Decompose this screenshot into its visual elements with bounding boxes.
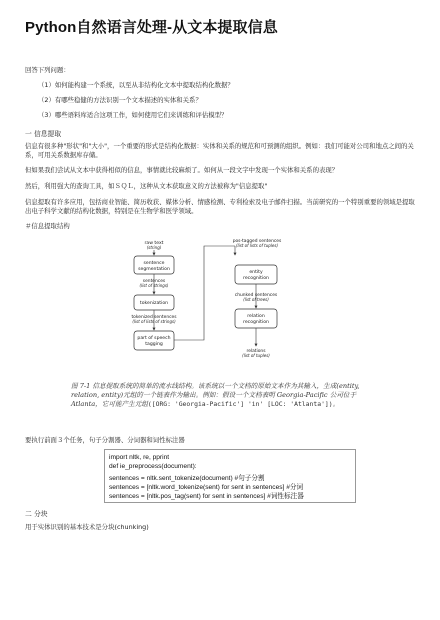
paragraph-1: 信息有很多种"形状"和"大小"，一个重要的形式是结构化数据：实体和关系的规范和可预测的组织。例如：我们可能对公司和地点之间的关系，可用关系数据库存储。 bbox=[25, 142, 414, 159]
figure-caption bbox=[71, 382, 371, 409]
caption-part-g: 。 bbox=[332, 400, 340, 408]
relation-recognition-label-1: relation bbox=[247, 314, 265, 319]
caption-part-e: ([ORG: 'Georgia-Pacific'] 'in' [LOC: 'Atla bbox=[147, 400, 310, 408]
tokenized-sentences-label: tokenized sentences bbox=[131, 315, 177, 320]
relations-type: (list of tuples) bbox=[242, 353, 270, 358]
segmentation-label-2: segmentation bbox=[138, 267, 170, 272]
raw-text-label: raw text bbox=[144, 241, 164, 246]
paragraph-5: 要执行前面３个任务，句子分割器、分词器和词性标注器 bbox=[25, 436, 185, 444]
paragraph-4: 信息提取有许多应用，包括商业智能、简历收获、媒体分析、情感检测、专利检索及电子邮件扫描。当前研究的一个特别重要的领域是提取出电子科学文献的结构化数据，特别是在生物学和医学领域。 bbox=[25, 198, 415, 215]
sentences-type: (list of strings) bbox=[139, 283, 169, 288]
entity-recognition-label-1: entity bbox=[249, 270, 263, 275]
question-2: （2）有哪些稳健的方法识别一个文本描述的实体和关系？ bbox=[38, 96, 202, 104]
caption-part-b: (entity, relation, entity) bbox=[71, 382, 360, 399]
question-1: （1）如何能构建一个系统，以至从非结构化文本中提取结构化数据？ bbox=[38, 81, 234, 89]
entity-recognition-label-2: recognition bbox=[243, 276, 269, 281]
caption-part-d: -Pacific 公司位于 Atlanta，它可能产生元组 bbox=[71, 391, 357, 408]
chunked-sentences-label: chunked sentences bbox=[234, 293, 278, 298]
relation-recognition-label-2: recognition bbox=[243, 320, 269, 325]
paragraph-3: 然后，利用强大的查询工具，如ＳＱＬ，这种从文本获取意义的方法被称为"信息提取" bbox=[25, 182, 268, 190]
raw-text-type: (string) bbox=[146, 245, 162, 250]
question-3: （3）哪些语料库适合这项工作，如何使用它们来训练和评估模型？ bbox=[38, 111, 228, 119]
pos-tagged-sentences-label: pos-tagged sentences bbox=[232, 239, 282, 244]
code-line-2: def ie_preprocess(document): bbox=[109, 463, 197, 470]
code-line-4: sentences = [nltk.word_tokenize(sent) for sent in sentences] #分词 bbox=[109, 484, 304, 491]
architecture-heading: ＃信息提取结构 bbox=[25, 222, 70, 230]
code-line-3: sentences = nltk.sent_tokenize(document) #句子分割 bbox=[109, 475, 265, 482]
chunked-sentences-type: (list of trees) bbox=[243, 297, 269, 302]
pos-tagging-label-2: tagging bbox=[145, 342, 163, 347]
intro-text: 回答下列问题： bbox=[25, 66, 70, 74]
caption-part-f: nta']) bbox=[309, 400, 333, 408]
code-line-5: sentences = [nltk.pos_tag(sent) for sent in sentences] #词性标注器 bbox=[109, 493, 304, 500]
code-line-1: import nltk, re, pprint bbox=[109, 454, 170, 461]
ie-pipeline-diagram bbox=[122, 238, 342, 380]
caption-part-c: 元组的一个链表作为输出。例如：假设一个文档表明 Georgia bbox=[123, 391, 304, 399]
pos-tagging-label-1: part of speech bbox=[137, 336, 171, 341]
section-heading-2: 二 分块 bbox=[25, 510, 48, 518]
code-block bbox=[104, 449, 356, 503]
caption-part-a: 图 7-1 信息提取系统的简单的流水线结构。该系统以一个文档的原始文本作为其输入，生成 bbox=[71, 382, 337, 390]
tokenization-label: tokenization bbox=[139, 301, 169, 306]
section-heading-1: 一 信息提取 bbox=[25, 130, 62, 138]
tokenized-sentences-type: (list of lists of strings) bbox=[132, 319, 176, 324]
segmentation-label-1: sentence bbox=[143, 261, 165, 266]
paragraph-6: 用于实体识别的基本技术是分块(chunking) bbox=[25, 523, 149, 531]
relations-label: relations bbox=[246, 349, 266, 354]
sentences-label: sentences bbox=[142, 279, 166, 284]
page-title: Python自然语言处理-从文本提取信息 bbox=[25, 19, 278, 36]
paragraph-2: 但如果我们尝试从文本中获得相似的信息，事情就比较麻烦了。如何从一段文字中发现一个实体和关系的表现？ bbox=[25, 166, 339, 174]
pos-tagged-sentences-type: (list of lists of tuples) bbox=[235, 243, 279, 248]
